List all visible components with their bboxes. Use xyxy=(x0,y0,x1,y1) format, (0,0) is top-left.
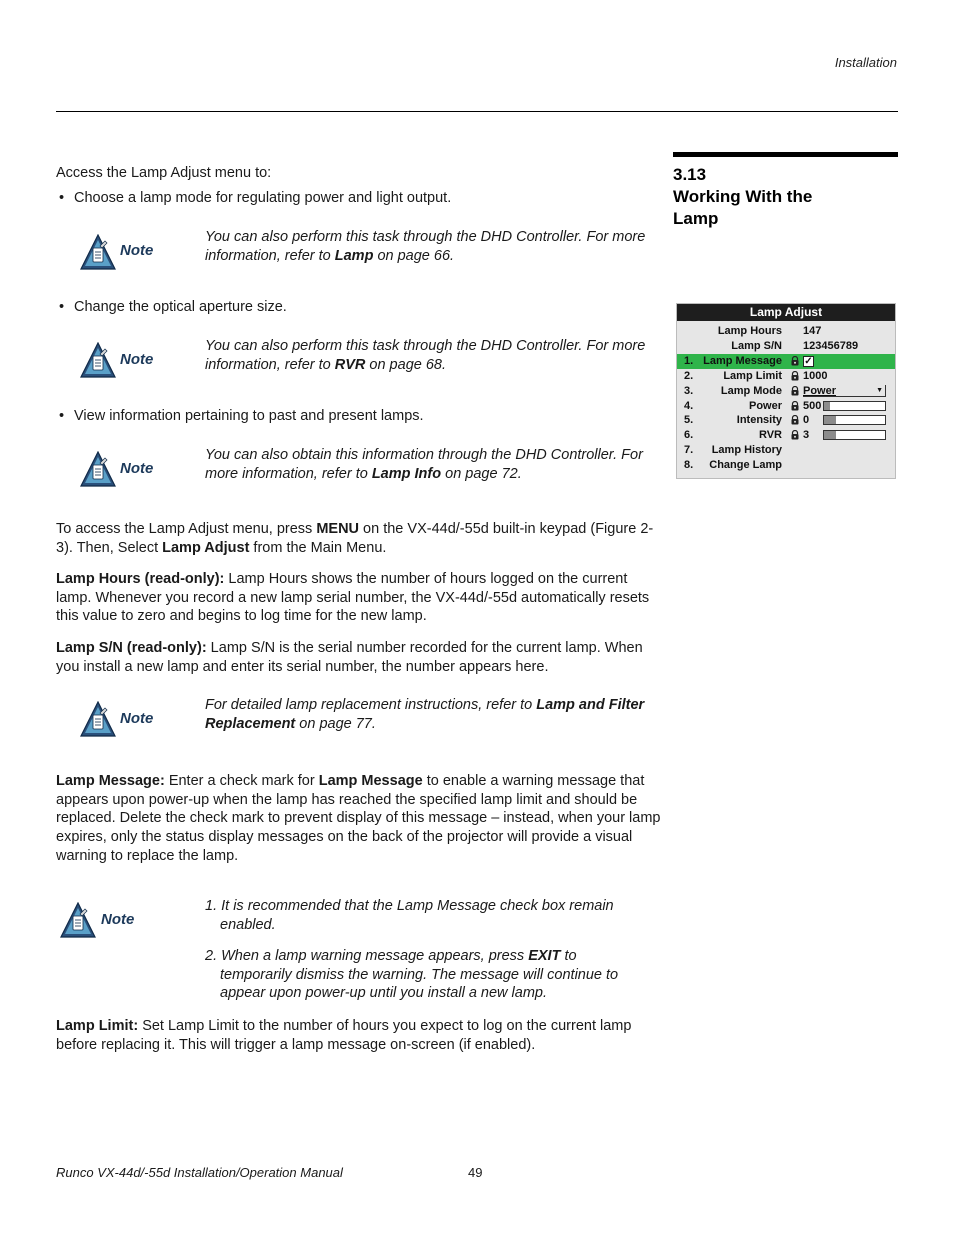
menu-item-rvr[interactable] xyxy=(677,428,895,443)
text-part: from the Main Menu. xyxy=(249,539,387,556)
lamp-adjust-menu xyxy=(676,303,896,479)
lamp-limit-term: Lamp Limit: xyxy=(56,1018,139,1034)
lamp-message-paragraph xyxy=(56,772,661,866)
menu-label: Power xyxy=(748,400,782,412)
note-icon xyxy=(80,234,116,270)
menu-row-lamp-hours xyxy=(677,324,895,339)
text-part: Enter a check mark for xyxy=(164,773,319,789)
menu-item-lamp-history[interactable] xyxy=(677,443,895,458)
bullet-text: Choose a lamp mode for regulating power and light output. xyxy=(74,190,452,206)
lamp-adjust-reference: Lamp Adjust xyxy=(162,539,250,556)
intensity-slider[interactable] xyxy=(823,415,886,425)
power-value: 500 xyxy=(803,400,822,412)
exit-key-reference: EXIT xyxy=(528,948,561,964)
note-list-item-1: 1. It is recommended that the Lamp Message check box remain enabled. xyxy=(205,898,614,933)
lamp-message-checkbox[interactable]: ✓ xyxy=(804,356,813,367)
menu-item-number: 7. xyxy=(684,444,694,456)
section-title-rule xyxy=(673,152,898,157)
menu-label: Lamp History xyxy=(711,444,782,456)
lamp-mode-dropdown[interactable] xyxy=(803,385,886,397)
access-paragraph xyxy=(56,520,656,557)
menu-item-number: 3. xyxy=(684,385,694,397)
menu-label: Lamp Hours xyxy=(717,325,782,337)
section-title-line-1: Working With the xyxy=(673,187,813,206)
note-text-part: on page 77. xyxy=(295,715,376,732)
note-icon xyxy=(80,342,116,378)
lamp-mode-selected: Power xyxy=(803,385,837,397)
lock-icon xyxy=(790,371,800,381)
rvr-value: 3 xyxy=(803,429,810,441)
slider-fill xyxy=(824,416,836,424)
menu-item-power[interactable] xyxy=(677,399,895,414)
lamp-sn-value: 123456789 xyxy=(803,340,859,352)
note-label: Note xyxy=(120,242,154,259)
lamp-sn-term: Lamp S/N (read-only): xyxy=(56,640,207,656)
lock-icon xyxy=(790,386,800,396)
note-text-part: You can also obtain this information through the DHD Controller. For more information, refer to xyxy=(205,447,643,482)
slider-fill xyxy=(824,402,830,410)
menu-item-lamp-mode[interactable] xyxy=(677,384,895,399)
note-label: Note xyxy=(120,460,154,477)
lamp-limit-value[interactable]: 1000 xyxy=(803,370,828,382)
note-text-part: You can also perform this task through the DHD Controller. For more information, refer to xyxy=(205,338,646,373)
intro-text: Access the Lamp Adjust menu to: xyxy=(56,165,272,181)
slider-fill xyxy=(824,431,836,439)
intensity-value: 0 xyxy=(803,414,810,426)
menu-item-change-lamp[interactable] xyxy=(677,458,895,473)
text-part: Set Lamp Limit to the number of hours you expect to log on the current lamp before replacing it. This will trigger a lamp message on-screen (if enabled). xyxy=(56,1018,632,1053)
note-text-lamp xyxy=(205,228,650,265)
lock-icon xyxy=(790,356,800,366)
note-text-part: on page 68. xyxy=(365,356,447,373)
running-header: Installation xyxy=(834,55,897,70)
note-text-part: For detailed lamp replacement instructions, refer to xyxy=(205,697,537,713)
menu-item-number: 2. xyxy=(684,370,694,382)
note-text-part: You can also perform this task through the DHD Controller. For more information, refer to xyxy=(205,229,646,264)
page-number: 49 xyxy=(468,1165,483,1180)
menu-item-number: 8. xyxy=(684,459,694,471)
lamp-message-reference: Lamp Message xyxy=(318,773,423,789)
menu-label: Lamp Mode xyxy=(720,385,782,397)
bullet-item-lamp-info: • View information pertaining to past and present lamps. xyxy=(59,408,424,424)
footer-manual-title: Runco VX-44d/-55d Installation/Operation Manual xyxy=(56,1165,343,1180)
rvr-slider[interactable] xyxy=(823,430,886,440)
text-part: to enable a warning message that appears upon power-up when the lamp has reached the specified lamp limit and should be replaced. Delete the check mark to prevent display of this message – instead, when your lamp expires, only the status display messages on the back of the projector will provide a visual warning to replace the lamp. xyxy=(56,773,661,864)
menu-label: Lamp Message xyxy=(703,355,782,367)
note-icon xyxy=(80,451,116,487)
section-title xyxy=(673,164,898,230)
note-text-part: on page 72. xyxy=(441,465,522,482)
menu-item-lamp-limit[interactable] xyxy=(677,369,895,384)
note-text-replacement xyxy=(205,696,650,733)
lamp-limit-paragraph xyxy=(56,1017,656,1054)
menu-item-number: 4. xyxy=(684,400,694,412)
menu-key-reference: MENU xyxy=(316,521,360,537)
power-slider[interactable] xyxy=(823,401,886,411)
lock-icon xyxy=(790,415,800,425)
lamp-hours-term: Lamp Hours (read-only): xyxy=(56,571,225,587)
note-reference-replacement[interactable]: Lamp and Filter Replacement xyxy=(205,697,645,732)
header-divider xyxy=(56,111,898,112)
note-reference-lamp[interactable]: Lamp xyxy=(334,247,374,264)
menu-item-intensity[interactable] xyxy=(677,413,895,428)
lock-icon xyxy=(790,430,800,440)
note-text-lamp-info xyxy=(205,446,650,483)
menu-label: Lamp Limit xyxy=(723,370,782,382)
bullet-text: View information pertaining to past and present lamps. xyxy=(74,408,424,424)
note-reference-rvr[interactable]: RVR xyxy=(334,356,366,373)
note-reference-lamp-info[interactable]: Lamp Info xyxy=(371,465,442,482)
dropdown-arrow-icon: ▼ xyxy=(876,387,883,394)
menu-row-lamp-sn xyxy=(677,339,895,354)
bullet-item-lamp-mode: • Choose a lamp mode for regulating power and light output. xyxy=(59,190,452,206)
section-title-line-2: Lamp xyxy=(673,209,719,228)
menu-item-lamp-message[interactable] xyxy=(677,354,895,369)
note-label: Note xyxy=(101,911,135,928)
lamp-hours-value: 147 xyxy=(803,325,822,337)
note-list-item-2 xyxy=(205,947,650,1003)
menu-item-number: 6. xyxy=(684,429,694,441)
lamp-sn-paragraph xyxy=(56,639,656,676)
lock-icon xyxy=(790,401,800,411)
lamp-hours-paragraph xyxy=(56,570,656,626)
menu-item-number: 5. xyxy=(684,414,694,426)
text-part: Lamp S/N is the serial number recorded for the current lamp. When you install a new lamp and enter its serial number, the number appears here. xyxy=(56,640,643,675)
lamp-message-term: Lamp Message: xyxy=(56,773,165,789)
note-text-rvr xyxy=(205,337,650,374)
text-part: to temporarily dismiss the warning. The message will continue to appear upon power-up until you install a new lamp. xyxy=(220,948,619,1002)
bullet-item-aperture: • Change the optical aperture size. xyxy=(59,299,287,315)
note-icon xyxy=(60,902,96,938)
section-number: 3.13 xyxy=(673,165,707,184)
menu-label: Intensity xyxy=(736,414,782,426)
text-part: To access the Lamp Adjust menu, press xyxy=(56,521,317,537)
text-part: 2. When a lamp warning message appears, press xyxy=(205,948,529,964)
text-part: Lamp Hours shows the number of hours logged on the current lamp. Whenever you record a new lamp serial number, the VX-44d/-55d automatically resets this value to zero and begins to log time for the new lamp. xyxy=(56,571,650,625)
menu-label: Change Lamp xyxy=(709,459,782,471)
menu-label: RVR xyxy=(758,429,782,441)
menu-label: Lamp S/N xyxy=(731,340,782,352)
menu-title: Lamp Adjust xyxy=(677,304,895,321)
note-label: Note xyxy=(120,351,154,368)
note-label: Note xyxy=(120,710,154,727)
bullet-text: Change the optical aperture size. xyxy=(74,299,287,315)
note-icon xyxy=(80,701,116,737)
note-text-part: on page 66. xyxy=(373,247,455,264)
menu-item-number: 1. xyxy=(684,355,694,367)
text-part: on the VX-44d/-55d built-in keypad (Figure 2-3). Then, Select xyxy=(56,521,654,556)
